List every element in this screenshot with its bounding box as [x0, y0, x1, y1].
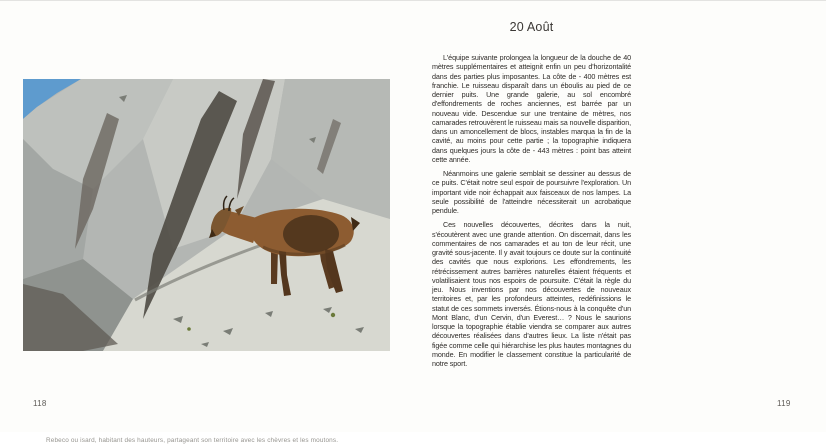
plant-tuft-2 — [187, 327, 191, 331]
chamois-photo — [23, 79, 390, 351]
chapter-title: 20 Août — [509, 20, 554, 34]
page-number-right: 119 — [777, 399, 791, 408]
photo-caption: Rebeco ou isard, habitant des hauteurs, partageant son territoire avec les chèvres et les moutons. — [46, 437, 339, 444]
plant-tuft — [331, 313, 335, 317]
paragraph-1: L'équipe suivante prolongea la longueur de la douche de 40 mètres supplémentaires et atteignit enfin un peu d'horizontalité dans des parties plus imposantes. La côte de - 400 mètres est franchie. Le ruisseau disparaît dans un éboulis au pied de ce dernier puits. Une grande galerie, au sol encombré d'effondrements de roches anciennes, est barrée par un nouveau vide. Descendue sur une trentaine de mètres, nos camarades retrouvèrent le ruisseau mais sa nouvelle disparition, dans un amoncellement de blocs, instables marqua la fin de la cavité, au moins pour cette partie ; la topographie indiquera dans quelques jours la côte de - 443 mètres : point bas atteint cette année. — [432, 53, 631, 164]
page-number-left: 118 — [33, 399, 47, 408]
chamois-flank-patch — [283, 215, 339, 253]
paragraph-2: Néanmoins une galerie semblait se dessiner au dessus de ce puits. C'était notre seul espoir de poursuivre l'exploration. Un important vide noir échappait aux faisceaux de nos lampes. La seule possibilité de l'atteindre nécessiterait un acrobatique pendule. — [432, 169, 631, 215]
paragraph-3: Ces nouvelles découvertes, décrites dans la nuit, s'écoutèrent avec une grande attention. On discernait, dans les commentaires de nos camarades et au ton de leur récit, une gravité sous-jacente. Il y avait toujours ce doute sur la continuité des cavités que nous explorions. Les effondrements, les rétrécissement autres barrières naturelles étaient fréquents et volatilisaient tous nos espoirs de poursuite. C'était la règle du jeu. Nous inventions par nos découvertes de nouveaux territoires et, par les profondeurs atteintes, redéfinissions le statut de ces sommets inversés. Étions-nous à la conquête d'un Mont Blanc, d'un Cervin, d'un Everest… ? Nous le saurions lorsque la topographie établie viendra se comparer aux autres découvertes réalisées dans d'autres lieux. La liste n'était pas figée comme celle qui hiérarchise les plus hautes montagnes du monde. En modifier le classement constitue la particularité de notre sport. — [432, 220, 631, 368]
body-text — [432, 53, 631, 368]
